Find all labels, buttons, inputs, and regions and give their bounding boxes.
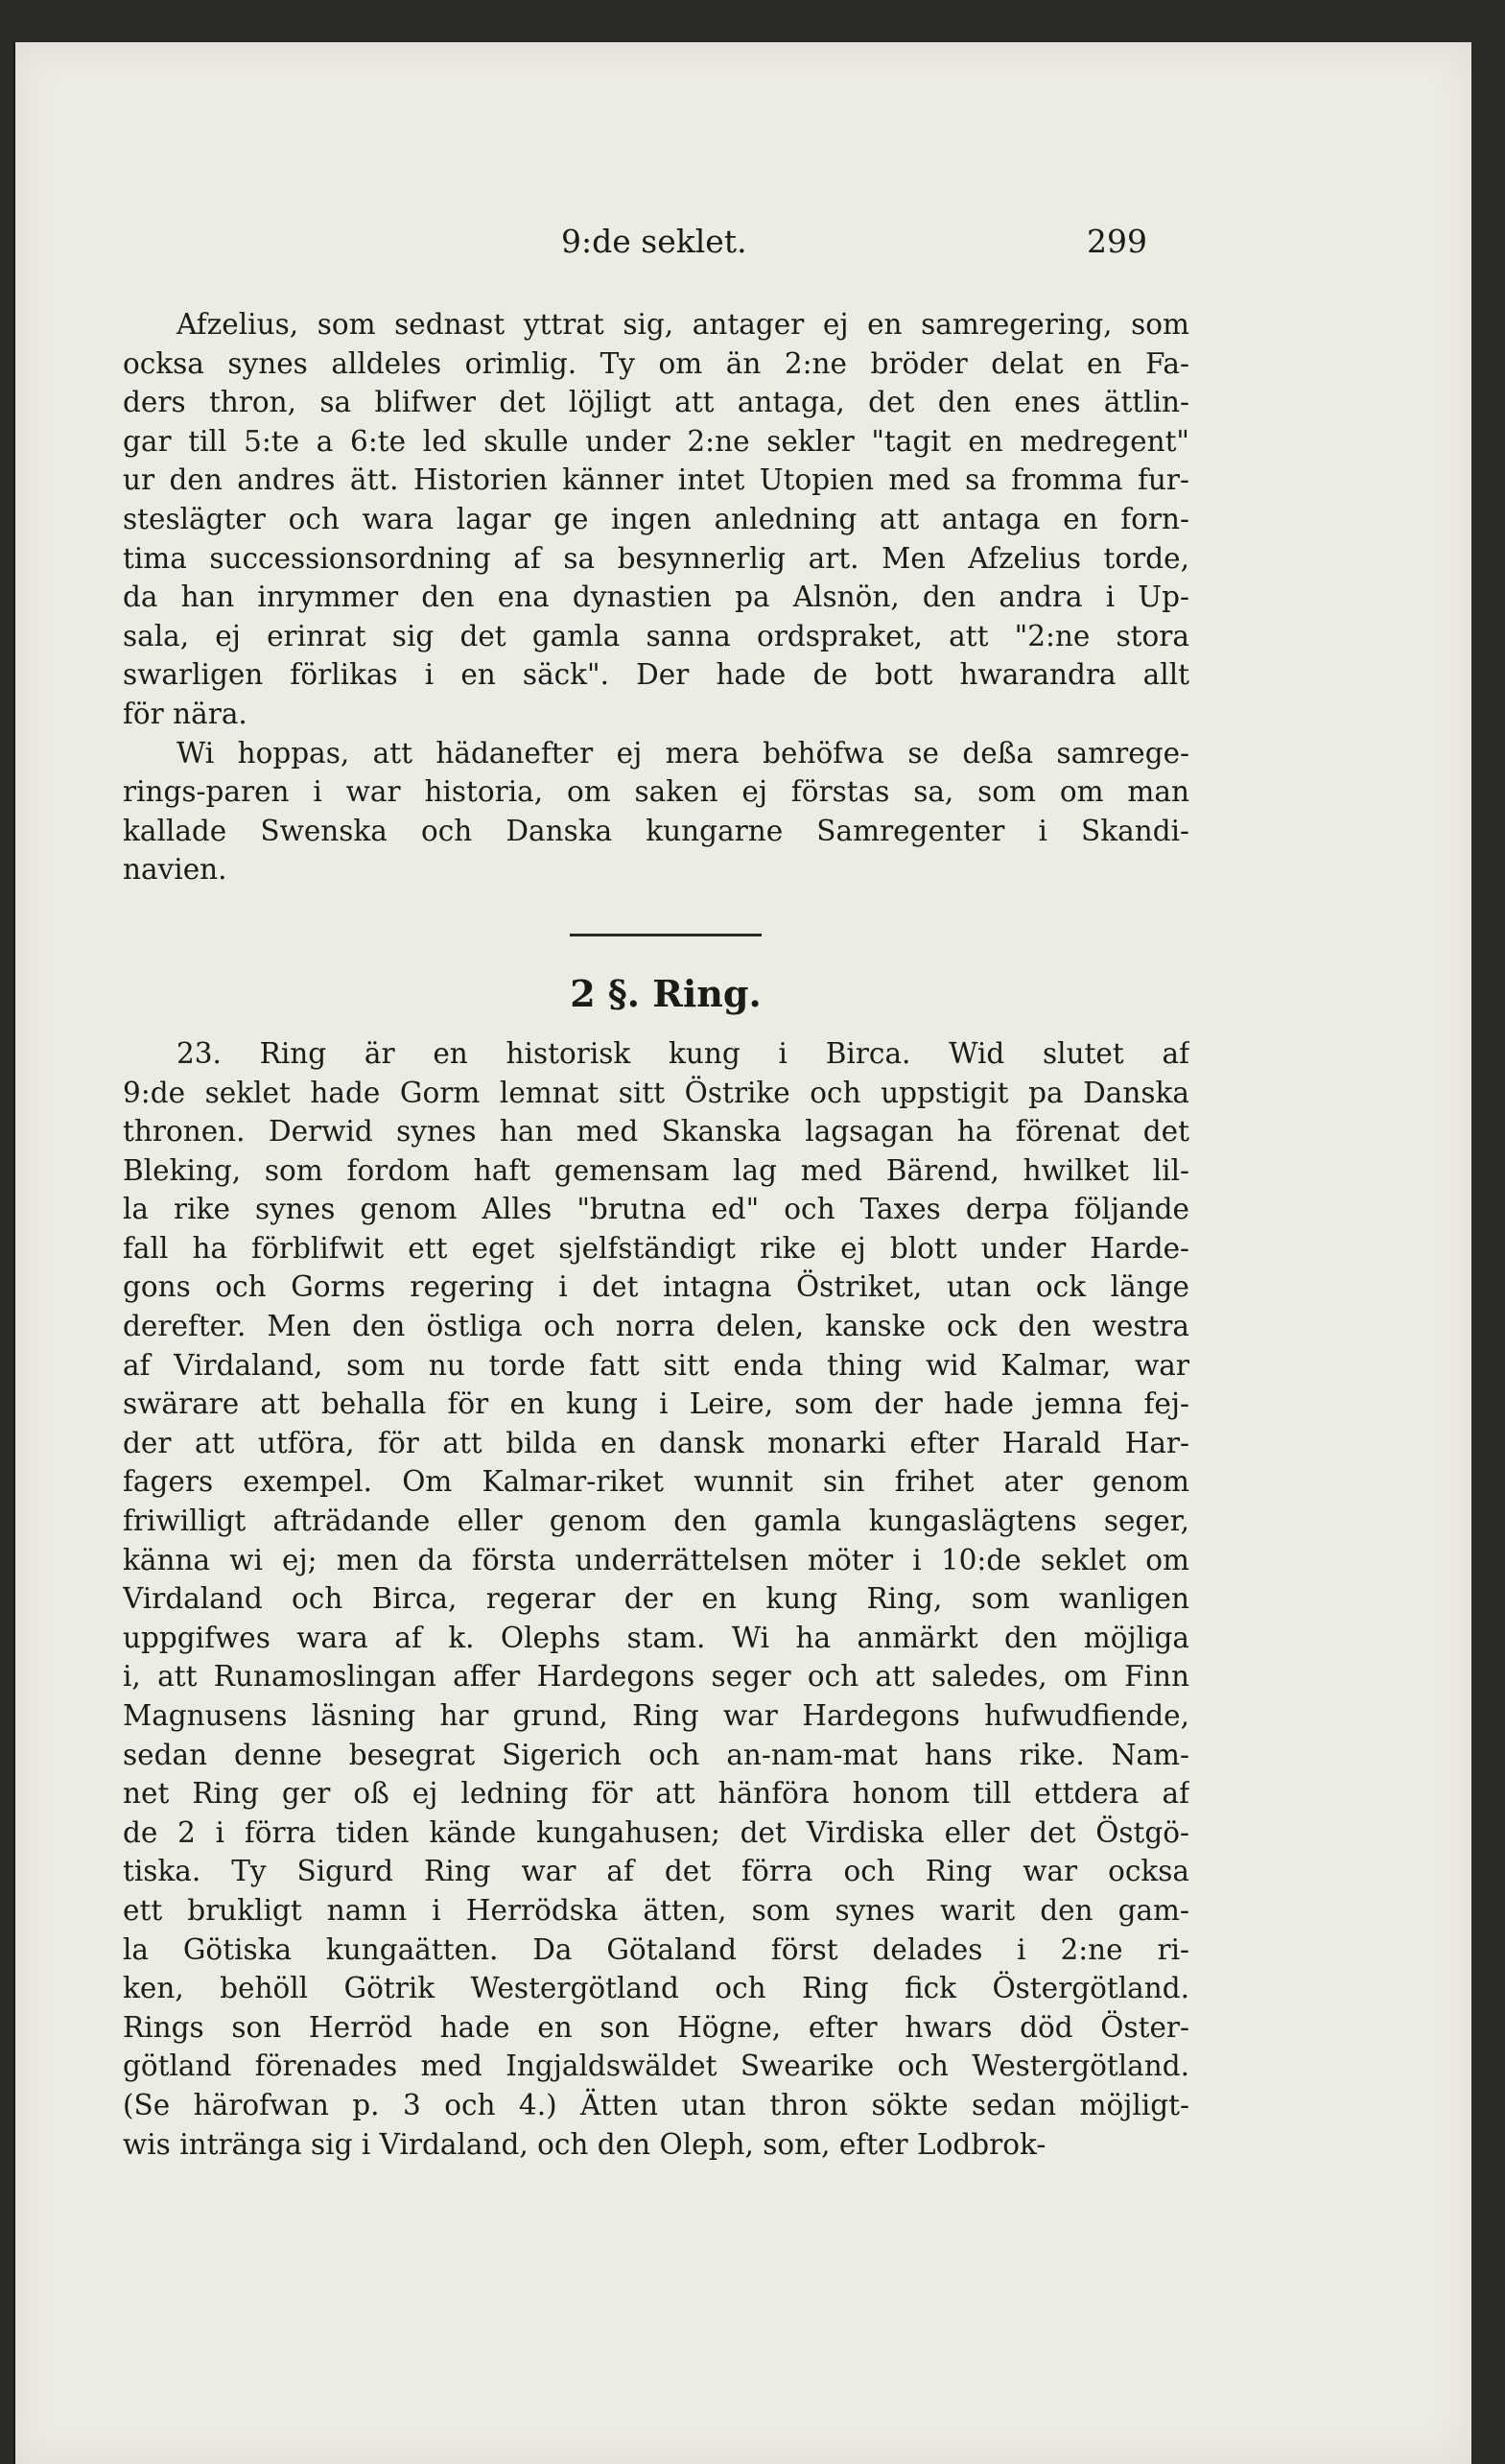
text-line: gons och Gorms regering i det intagna Östriket, utan ock länge xyxy=(123,1270,1189,1304)
text-line: för nära. xyxy=(123,697,247,730)
text-line: swarligen förlikas i en säck". Der hade de bott hwarandra allt xyxy=(123,658,1189,692)
text-line: fall ha förblifwit ett eget sjelfständigt rike ej blott under Harde- xyxy=(123,1231,1189,1265)
page-edge-shadow xyxy=(13,42,15,2464)
text-line: i, att Runamoslingan affer Hardegons seger och att saledes, om Finn xyxy=(123,1660,1189,1694)
text-line: der att utföra, för att bilda en dansk monarki efter Harald Har- xyxy=(123,1426,1189,1459)
text-line: (Se härofwan p. 3 och 4.) Ätten utan thron sökte sedan möjligt- xyxy=(123,2088,1189,2121)
text-line: Wi hoppas, att hädanefter ej mera behöfwa se deßa samrege- xyxy=(176,736,1189,770)
text-line: wis intränga sig i Virdaland, och den Oleph, som, efter Lodbrok- xyxy=(123,2127,1046,2161)
text-line: la rike synes genom Alles "brutna ed" och Taxes derpa följande xyxy=(123,1193,1189,1226)
text-line: kallade Swenska och Danska kungarne Samregenter i Skandi- xyxy=(123,814,1189,847)
text-line: swärare att behalla för en kung i Leire, som der hade jemna fej- xyxy=(123,1387,1189,1421)
text-line: tiska. Ty Sigurd Ring war af det förra och Ring war ocksa xyxy=(123,1855,1189,1888)
text-line: ocksa synes alldeles orimlig. Ty om än 2:ne bröder delat en Fa- xyxy=(123,346,1189,380)
paragraph-1 xyxy=(123,305,1189,734)
text-line: Rings son Herröd hade en son Högne, efter hwars död Öster- xyxy=(123,2010,1189,2044)
text-line: ett brukligt namn i Herrödska ätten, som synes warit den gam- xyxy=(123,1893,1189,1927)
text-line: ders thron, sa blifwer det löjligt att antaga, det den enes ättlin- xyxy=(123,386,1189,419)
text-line: de 2 i förra tiden kände kungahusen; det Virdiska eller det Östgö- xyxy=(123,1815,1189,1849)
text-line: känna wi ej; men da första underrättelsen möter i 10:de seklet om xyxy=(123,1543,1189,1576)
text-line: 9:de seklet hade Gorm lemnat sitt Östrike och uppstigit pa Danska xyxy=(123,1076,1189,1109)
text-line: sala, ej erinrat sig det gamla sanna ordspraket, att "2:ne stora xyxy=(123,619,1189,652)
text-line: 23. Ring är en historisk kung i Birca. Wid slutet af xyxy=(176,1036,1189,1070)
text-line: derefter. Men den östliga och norra delen, kanske ock den westra xyxy=(123,1310,1189,1343)
text-line: steslägter och wara lagar ge ingen anledning att antaga en forn- xyxy=(123,502,1189,535)
paragraph-2 xyxy=(123,734,1189,889)
text-line: Afzelius, som sednast yttrat sig, antager ej en samregering, som xyxy=(176,308,1189,341)
running-head-title: 9:de seklet. xyxy=(561,223,747,260)
text-line: rings-paren i war historia, om saken ej förstas sa, som om man xyxy=(123,775,1189,809)
running-head xyxy=(0,223,1505,280)
text-line: friwilligt afträdande eller genom den gamla kungaslägtens seger, xyxy=(123,1504,1189,1538)
text-line: navien. xyxy=(123,853,227,887)
text-line: thronen. Derwid synes han med Skanska lagsagan ha förenat det xyxy=(123,1115,1189,1149)
text-line: net Ring ger oß ej ledning för att hänföra honom till ettdera af xyxy=(123,1777,1189,1811)
text-line: da han inrymmer den ena dynastien pa Alsnön, den andra i Up- xyxy=(123,580,1189,614)
page-number: 299 xyxy=(1087,223,1147,260)
text-line: ken, behöll Götrik Westergötland och Ring fick Östergötland. xyxy=(123,1972,1189,2005)
text-line: af Virdaland, som nu torde fatt sitt enda thing wid Kalmar, war xyxy=(123,1348,1189,1382)
body-text xyxy=(123,305,1189,2164)
text-line: ur den andres ätt. Historien känner intet Utopien med sa fromma fur- xyxy=(123,463,1189,497)
paragraph-3 xyxy=(123,1034,1189,2164)
text-line: gar till 5:te a 6:te led skulle under 2:ne sekler "tagit en medregent" xyxy=(123,424,1189,458)
text-line: Magnusens läsning har grund, Ring war Hardegons hufwudfiende, xyxy=(123,1699,1189,1732)
text-line: götland förenades med Ingjaldswäldet Swearike och Westergötland. xyxy=(123,2049,1189,2083)
text-line: fagers exempel. Om Kalmar-riket wunnit sin frihet ater genom xyxy=(123,1465,1189,1499)
section-heading: 2 §. Ring. xyxy=(570,971,762,1015)
text-line: Bleking, som fordom haft gemensam lag med Bärend, hwilket lil- xyxy=(123,1153,1189,1187)
section-divider-rule xyxy=(570,934,762,936)
text-line: sedan denne besegrat Sigerich och an-nam-mat hans rike. Nam- xyxy=(123,1738,1189,1771)
text-line: la Götiska kungaätten. Da Götaland först delades i 2:ne ri- xyxy=(123,1932,1189,1966)
text-line: tima successionsordning af sa besynnerlig art. Men Afzelius torde, xyxy=(123,541,1189,575)
text-line: uppgifwes wara af k. Olephs stam. Wi ha anmärkt den möjliga xyxy=(123,1621,1189,1654)
text-line: Virdaland och Birca, regerar der en kung Ring, som wanligen xyxy=(123,1582,1189,1616)
